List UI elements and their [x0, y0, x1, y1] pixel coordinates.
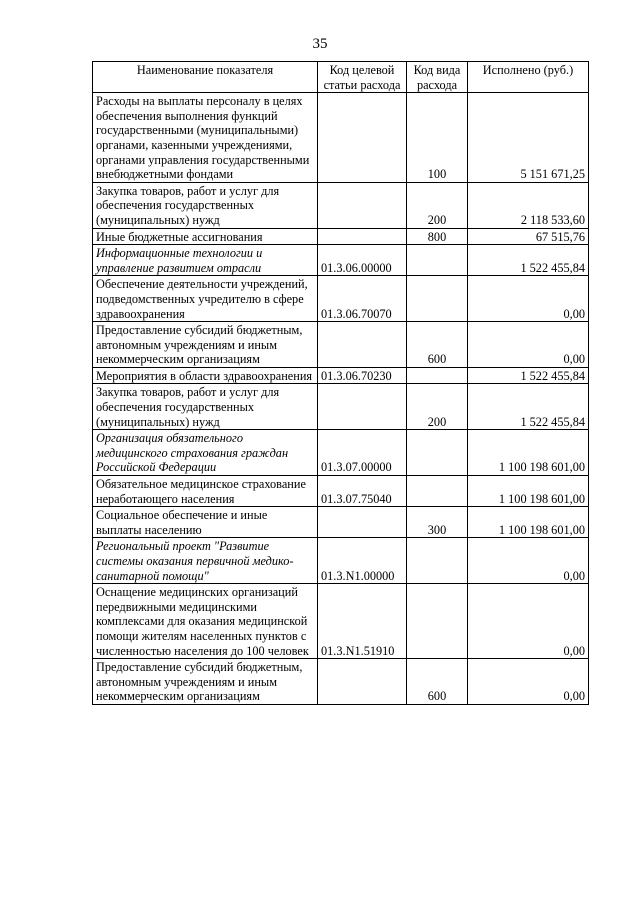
row-amount-cell: 0,00: [468, 276, 589, 322]
row-name-cell: Закупка товаров, работ и услуг для обеспечения государственных (муниципальных) нужд: [93, 182, 318, 228]
row-target-code-cell: [318, 182, 407, 228]
row-expense-kind-cell: 300: [407, 507, 468, 538]
row-expense-kind-cell: [407, 538, 468, 584]
row-expense-kind-cell: 200: [407, 182, 468, 228]
table-row: [93, 476, 589, 507]
row-name-cell: Предоставление субсидий бюджетным, автономным учреждениям и иным некоммерческим организациям: [93, 659, 318, 705]
row-target-code-cell: 01.3.07.00000: [318, 430, 407, 476]
row-expense-kind-cell: 800: [407, 228, 468, 245]
table-row: [93, 384, 589, 430]
row-expense-kind-cell: [407, 367, 468, 384]
row-name-cell: Организация обязательного медицинского страхования граждан Российской Федерации: [93, 430, 318, 476]
row-name-cell: Обязательное медицинское страхование неработающего населения: [93, 476, 318, 507]
row-expense-kind-cell: [407, 584, 468, 659]
table-row: [93, 276, 589, 322]
table-row: [93, 659, 589, 705]
row-target-code-cell: 01.3.N1.00000: [318, 538, 407, 584]
header-row: [93, 62, 589, 93]
row-name-cell: Региональный проект "Развитие системы оказания первичной медико-санитарной помощи": [93, 538, 318, 584]
row-amount-cell: 5 151 671,25: [468, 93, 589, 183]
row-name-cell: Закупка товаров, работ и услуг для обеспечения государственных (муниципальных) нужд: [93, 384, 318, 430]
row-expense-kind-cell: 600: [407, 659, 468, 705]
row-target-code-cell: [318, 384, 407, 430]
row-target-code-cell: 01.3.06.00000: [318, 245, 407, 276]
header-expense-kind: Код вида расхода: [407, 62, 468, 93]
row-name-cell: Расходы на выплаты персоналу в целях обеспечения выполнения функций государственными (муниципальными) органами, казенными учреждениями, органами управления государственными внебюджетными фондами: [93, 93, 318, 183]
row-amount-cell: 1 522 455,84: [468, 367, 589, 384]
row-target-code-cell: [318, 659, 407, 705]
header-indicator-name: Наименование показателя: [93, 62, 318, 93]
row-expense-kind-cell: [407, 476, 468, 507]
table-row: [93, 245, 589, 276]
row-target-code-cell: 01.3.06.70070: [318, 276, 407, 322]
row-expense-kind-cell: [407, 430, 468, 476]
row-target-code-cell: [318, 507, 407, 538]
table-header: [93, 62, 589, 93]
table-row: [93, 430, 589, 476]
row-expense-kind-cell: [407, 276, 468, 322]
row-target-code-cell: [318, 228, 407, 245]
row-amount-cell: 67 515,76: [468, 228, 589, 245]
table-row: [93, 322, 589, 368]
row-target-code-cell: [318, 93, 407, 183]
row-amount-cell: 1 522 455,84: [468, 384, 589, 430]
row-amount-cell: 1 100 198 601,00: [468, 507, 589, 538]
row-target-code-cell: [318, 322, 407, 368]
table-row: [93, 228, 589, 245]
row-amount-cell: 2 118 533,60: [468, 182, 589, 228]
row-amount-cell: 0,00: [468, 659, 589, 705]
header-target-code: Код целевой статьи расхода: [318, 62, 407, 93]
row-name-cell: Иные бюджетные ассигнования: [93, 228, 318, 245]
row-expense-kind-cell: 100: [407, 93, 468, 183]
page-number: 35: [312, 36, 328, 52]
row-target-code-cell: 01.3.07.75040: [318, 476, 407, 507]
table-row: [93, 538, 589, 584]
row-name-cell: Информационные технологии и управление развитием отрасли: [93, 245, 318, 276]
row-name-cell: Мероприятия в области здравоохранения: [93, 367, 318, 384]
row-name-cell: Предоставление субсидий бюджетным, автономным учреждениям и иным некоммерческим организациям: [93, 322, 318, 368]
row-target-code-cell: 01.3.06.70230: [318, 367, 407, 384]
table-row: [93, 93, 589, 183]
row-name-cell: Обеспечение деятельности учреждений, подведомственных учредителю в сфере здравоохранения: [93, 276, 318, 322]
row-amount-cell: 0,00: [468, 584, 589, 659]
table-row: [93, 507, 589, 538]
row-expense-kind-cell: 200: [407, 384, 468, 430]
row-name-cell: Социальное обеспечение и иные выплаты населению: [93, 507, 318, 538]
table-row: [93, 584, 589, 659]
row-amount-cell: 1 522 455,84: [468, 245, 589, 276]
row-amount-cell: 1 100 198 601,00: [468, 476, 589, 507]
table-body: [93, 93, 589, 705]
table-row: [93, 182, 589, 228]
row-amount-cell: 0,00: [468, 538, 589, 584]
row-amount-cell: 1 100 198 601,00: [468, 430, 589, 476]
table-row: [93, 367, 589, 384]
row-expense-kind-cell: 600: [407, 322, 468, 368]
expenditure-table: [92, 61, 589, 705]
row-expense-kind-cell: [407, 245, 468, 276]
row-name-cell: Оснащение медицинских организаций передвижными медицинскими комплексами для оказания медицинской помощи жителям населенных пунктов с численностью населения до 100 человек: [93, 584, 318, 659]
row-amount-cell: 0,00: [468, 322, 589, 368]
header-executed-amount: Исполнено (руб.): [468, 62, 589, 93]
row-target-code-cell: 01.3.N1.51910: [318, 584, 407, 659]
